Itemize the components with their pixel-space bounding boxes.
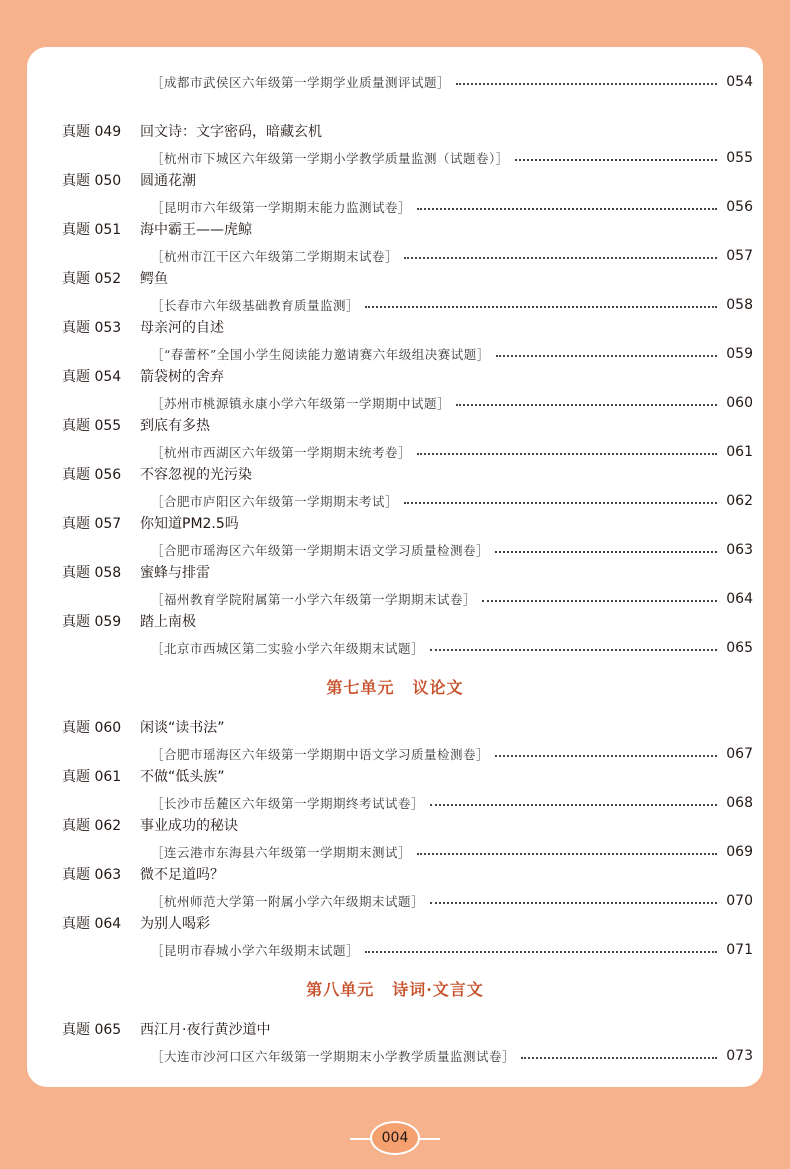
entry-title: 事业成功的秘诀 — [140, 818, 238, 834]
entry-title: 为别人喝彩 — [140, 916, 210, 932]
entry-source: ［长春市六年级基础教育质量监测］ — [151, 298, 360, 313]
entry-label: 真题 060 — [62, 720, 122, 736]
entry-title: 回文诗：文字密码，暗藏玄机 — [140, 124, 322, 140]
entry-label: 真题 058 — [62, 565, 122, 581]
entry-source-row — [151, 394, 753, 412]
entry-label: 真题 057 — [62, 516, 122, 532]
entry-title-row — [62, 514, 239, 534]
entry-title-row — [62, 865, 224, 885]
entry-source-row — [151, 1047, 753, 1065]
entry-title: 蜜蜂与排雷 — [140, 565, 210, 581]
page-number: 004 — [381, 1130, 409, 1146]
dot-leader — [521, 1057, 717, 1059]
entry-title: 踏上南极 — [140, 614, 196, 630]
dot-leader — [496, 355, 717, 357]
entry-page-number: 068 — [726, 795, 753, 811]
dot-leader — [456, 404, 717, 406]
unit-heading — [27, 977, 763, 1000]
dot-leader — [430, 804, 717, 806]
entry-source: ［合肥市瑶海区六年级第一学期期末语文学习质量检测卷］ — [151, 543, 490, 558]
entry-title-row — [62, 318, 224, 338]
entry-source-row — [151, 247, 753, 265]
entry-source-row — [151, 745, 753, 763]
entry-title: 闲谈“读书法” — [140, 720, 225, 736]
entry-source: ［成都市武侯区六年级第一学期学业质量测评试题］ — [151, 75, 451, 90]
entry-source: ［北京市西城区第二实验小学六年级期末试题］ — [151, 641, 425, 656]
dot-leader — [456, 83, 717, 85]
entry-label: 真题 051 — [62, 222, 122, 238]
dot-leader — [417, 208, 717, 210]
entry-page-number: 059 — [726, 346, 753, 362]
dot-leader — [404, 502, 717, 504]
entry-page-number: 071 — [726, 942, 753, 958]
entry-label: 真题 052 — [62, 271, 122, 287]
content-card — [27, 47, 763, 1087]
entry-title-row — [62, 269, 168, 289]
page-number-badge — [370, 1121, 420, 1155]
dot-leader — [404, 257, 717, 259]
dot-leader — [365, 306, 717, 308]
entry-title: 西江月·夜行黄沙道中 — [140, 1022, 271, 1038]
entry-source-row — [151, 941, 753, 959]
entry-title-row — [62, 465, 252, 485]
entry-title: 母亲河的自述 — [140, 320, 224, 336]
entry-page-number: 058 — [726, 297, 753, 313]
entry-title-row — [62, 767, 225, 787]
entry-label: 真题 053 — [62, 320, 122, 336]
entry-title: 不做“低头族” — [140, 769, 225, 785]
entry-page-number: 061 — [726, 444, 753, 460]
entry-source-row — [151, 492, 753, 510]
entry-title-row — [62, 122, 322, 142]
unit-heading — [27, 675, 763, 698]
entry-page-number: 070 — [726, 893, 753, 909]
entry-title: 箭袋树的舍弃 — [140, 369, 224, 385]
entry-label: 真题 061 — [62, 769, 122, 785]
entry-source: ［昆明市春城小学六年级期末试题］ — [151, 943, 360, 958]
entry-title-row — [62, 1020, 270, 1040]
unit-number: 第八单元 — [306, 980, 375, 999]
entry-source: ［“春蕾杯”全国小学生阅读能力邀请赛六年级组决赛试题］ — [151, 347, 490, 362]
entry-source: ［福州教育学院附属第一小学六年级第一学期期末试卷］ — [151, 592, 477, 607]
entry-source: ［杭州师范大学第一附属小学六年级期末试题］ — [151, 894, 425, 909]
entry-source: ［大连市沙河口区六年级第一学期期末小学教学质量监测试卷］ — [151, 1049, 516, 1064]
entry-label: 真题 059 — [62, 614, 122, 630]
dot-leader — [417, 853, 717, 855]
entry-page-number: 054 — [726, 74, 753, 90]
entry-label: 真题 055 — [62, 418, 122, 434]
entry-source-row — [151, 794, 753, 812]
entry-source-row — [151, 73, 753, 91]
entry-title-row — [62, 612, 196, 632]
entry-source: ［苏州市桃源镇永康小学六年级第一学期期中试题］ — [151, 396, 451, 411]
entry-source: ［连云港市东海县六年级第一学期期末测试］ — [151, 845, 412, 860]
entry-title: 你知道PM2.5吗 — [140, 516, 239, 532]
dot-leader — [417, 453, 717, 455]
entry-page-number: 056 — [726, 199, 753, 215]
entry-label: 真题 064 — [62, 916, 122, 932]
entry-page-number: 067 — [726, 746, 753, 762]
entry-title-row — [62, 718, 225, 738]
unit-number: 第七单元 — [326, 678, 395, 697]
dot-leader — [430, 902, 717, 904]
entry-title: 圆通花潮 — [140, 173, 196, 189]
entry-source-row — [151, 892, 753, 910]
entry-source: ［合肥市庐阳区六年级第一学期期末考试］ — [151, 494, 399, 509]
dot-leader — [365, 951, 717, 953]
entry-source-row — [151, 541, 753, 559]
entry-label: 真题 056 — [62, 467, 122, 483]
entry-source-row — [151, 149, 753, 167]
entry-title-row — [62, 816, 238, 836]
entry-source-row — [151, 443, 753, 461]
entry-title-row — [62, 367, 224, 387]
entry-title: 鳄鱼 — [140, 271, 168, 287]
unit-name: 议论文 — [412, 678, 464, 697]
entry-source-row — [151, 198, 753, 216]
entry-label: 真题 063 — [62, 867, 122, 883]
entry-source-row — [151, 843, 753, 861]
entry-title-row — [62, 914, 210, 934]
entry-label: 真题 050 — [62, 173, 122, 189]
entry-source: ［杭州市下城区六年级第一学期小学教学质量监测（试题卷）］ — [151, 151, 509, 166]
entry-source: ［合肥市瑶海区六年级第一学期期中语文学习质量检测卷］ — [151, 747, 490, 762]
dot-leader — [515, 159, 717, 161]
entry-source: ［杭州市西湖区六年级第一学期期末统考卷］ — [151, 445, 412, 460]
entry-page-number: 063 — [726, 542, 753, 558]
entry-page-number: 060 — [726, 395, 753, 411]
entry-source: ［杭州市江干区六年级第二学期期末试卷］ — [151, 249, 399, 264]
entry-page-number: 064 — [726, 591, 753, 607]
entry-page-number: 069 — [726, 844, 753, 860]
entry-source-row — [151, 639, 753, 657]
entry-title-row — [62, 171, 196, 191]
entry-title: 微不足道吗？ — [140, 867, 224, 883]
entry-page-number: 073 — [726, 1048, 753, 1064]
entry-title-row — [62, 416, 210, 436]
entry-label: 真题 054 — [62, 369, 122, 385]
entry-title: 到底有多热 — [140, 418, 210, 434]
entry-label: 真题 065 — [62, 1022, 122, 1038]
entry-source: ［长沙市岳麓区六年级第一学期期终考试试卷］ — [151, 796, 425, 811]
entry-source-row — [151, 345, 753, 363]
entry-title-row — [62, 220, 252, 240]
entry-source-row — [151, 296, 753, 314]
entry-page-number: 065 — [726, 640, 753, 656]
dot-leader — [495, 551, 717, 553]
entry-page-number: 062 — [726, 493, 753, 509]
entry-source: ［昆明市六年级第一学期期末能力监测试卷］ — [151, 200, 412, 215]
entry-page-number: 055 — [726, 150, 753, 166]
dot-leader — [430, 649, 717, 651]
unit-name: 诗词·文言文 — [392, 980, 484, 999]
entry-title: 海中霸王——虎鲸 — [140, 222, 252, 238]
dot-leader — [495, 755, 717, 757]
entry-title-row — [62, 563, 210, 583]
entry-page-number: 057 — [726, 248, 753, 264]
entry-label: 真题 049 — [62, 124, 122, 140]
entry-source-row — [151, 590, 753, 608]
entry-title: 不容忽视的光污染 — [140, 467, 252, 483]
entry-label: 真题 062 — [62, 818, 122, 834]
dot-leader — [482, 600, 717, 602]
